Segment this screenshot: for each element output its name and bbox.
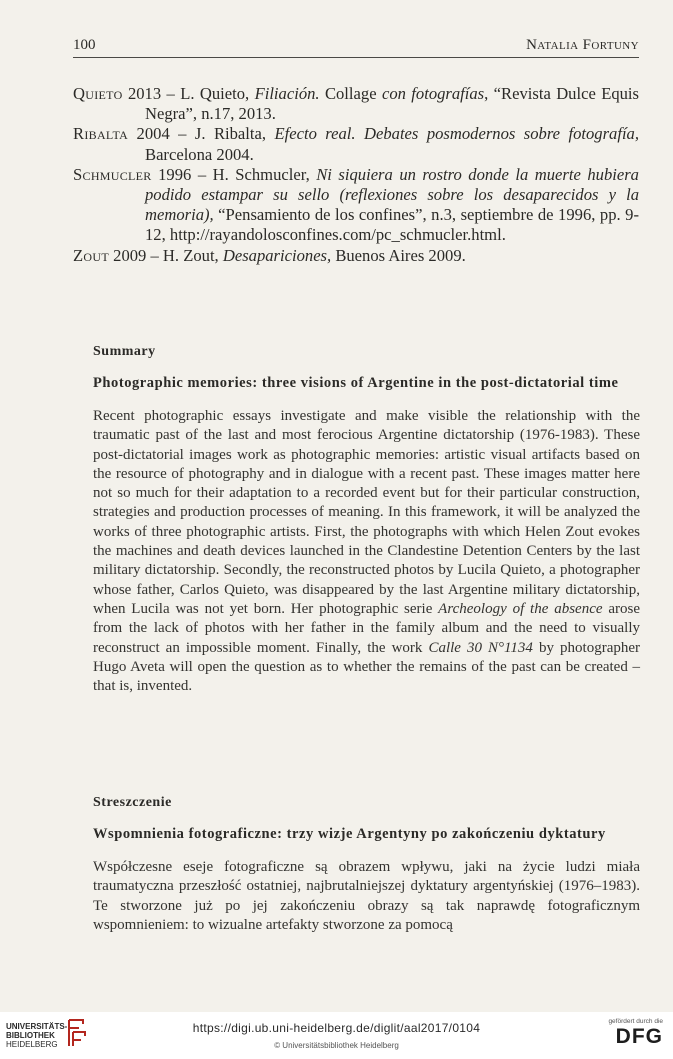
copyright-notice: © Universitätsbibliothek Heidelberg [274,1041,399,1050]
ref-author: Quieto [73,84,123,103]
running-head: Natalia Fortuny [526,37,639,53]
streszczenie-body: Współczesne eseje fotograficzne są obrazem wpływu, jaki na życie ludzi miała traumatyczna przeszłość ostatniej, najbrutalniejszej dyktatury argentyńskiej (1976–1983). Te stworzone już po jej zakończeniu obrazy są tak naprawdę fotograficznym wspomnieniem: to wizualne artefakty stworzone za pomocą [93,859,640,933]
dfg-logo[interactable]: gefördert durch die DFG [608,1018,663,1048]
library-logo[interactable]: UNIVERSITÄTS- BIBLIOTHEK HEIDELBERG [6,1022,67,1049]
bibliography-entry: Schmucler 1996 – H. Schmucler, Ni siquiera un rostro donde la muerte hubiera podido estampar su sello (reflexiones sobre los desaparecidos y la memoria), “Pensamiento de los confines”, n.3, septiembre de 1996, pp. 9-12, http://rayandolosconfines.com/pc_schmucler.html. [73,164,639,245]
streszczenie-heading: Streszczenie [93,795,172,810]
summary-section [93,344,640,696]
summary-body: Recent photographic essays investigate and make visible the relationship with the traumatic past of the last and most ferocious Argentine dictatorship (1976-1983). These post-dictatorial images work as photographic memories: artistic visual artifacts based on the resource of photography and in dialogue with a recent past. These images matter here not so much for their adaptation to a recorded event but for their particular construction, strategies and production processes of meaning. In this framework, it will be analyzed the works of three photographic artists. First, the photographs with which Helen Zout evokes the machines and death devices launched in the Clandestine Detention Centers by the last military dictatorship. Secondly, the reconstructed photos by Lucila Quieto, a photographer whose father, Carlos Quieto, was disappeared by the last Argentine military dictatorship, when Lucila was not yet born. Her photographic serie Archeology of the absence arose from the lack of photos with her father in the family album and the need to visually reconstruct an impossible moment. Finally, the work Calle 30 N°1134 by photographer Hugo Aveta will open the question as to whether the remains of the past can be created – that is, invented. [93,408,640,695]
ref-author: Schmucler [73,164,152,184]
viewer-footer [0,1012,673,1059]
bibliography-entry: Ribalta 2004 – J. Ribalta, Efecto real. Debates posmodernos sobre fotografía, Barcelona 2004. [73,124,639,164]
streszczenie-section [93,795,640,935]
page-header [73,37,639,58]
summary-heading: Summary [93,344,156,359]
streszczenie-title: Wspomnienia fotograficzne: trzy wizje Argentyny po zakończeniu dyktatury [93,826,606,842]
bibliography [73,84,639,266]
permalink[interactable]: https://digi.ub.uni-heidelberg.de/diglit/aal2017/0104 [192,1021,481,1035]
summary-title: Photographic memories: three visions of Argentine in the post-dictatorial time [93,375,619,391]
ref-author: Ribalta [73,124,129,144]
page-number: 100 [73,37,96,53]
ref-author: Zout [73,245,109,265]
bibliography-entry: Quieto 2013 – L. Quieto, Filiación. Collage con fotografías, “Revista Dulce Equis Negra”, n.17, 2013. [73,84,639,124]
bibliography-entry: Zout 2009 – H. Zout, Desapariciones, Buenos Aires 2009. [73,245,466,265]
